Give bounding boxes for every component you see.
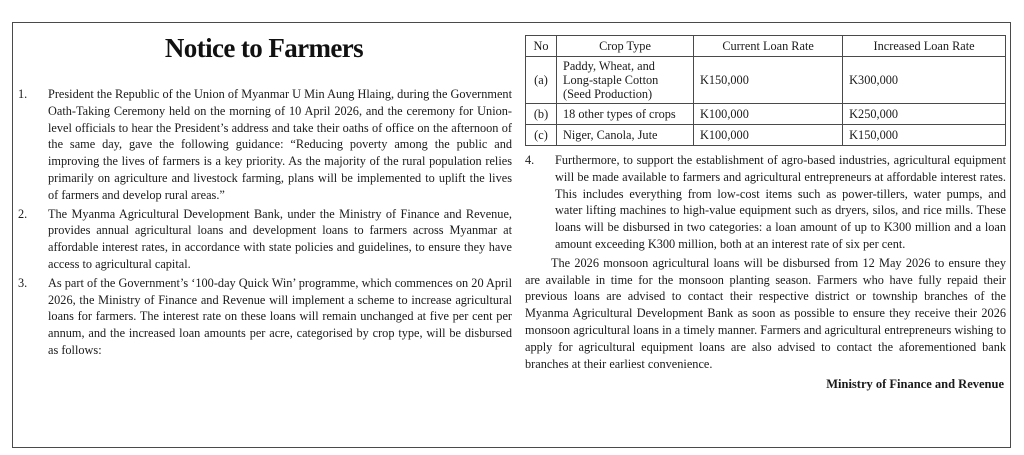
table-row [526, 125, 1006, 146]
cell-no: (b) [526, 104, 557, 125]
cell-current-loan-rate: K150,000 [694, 57, 843, 104]
closing-paragraph: The 2026 monsoon agricultural loans will be disbursed from 12 May 2026 to ensure they are available in time for the monsoon planting season. Farmers who have fully repaid their previous loans are advised to contact their respective district or township branches of the Myanma Agricultural Development Bank as soon as possible to ensure they receive their 2026 monsoon agricultural loans in a timely manner. Farmers and agricultural entrepreneurs wishing to apply for agricultural equipment loans are also advised to contact the aforementioned bank branches at their earliest convenience. [525, 255, 1006, 371]
cell-increased-loan-rate: K250,000 [843, 104, 1006, 125]
paragraph-number: 2. [18, 206, 28, 221]
paragraph-number: 1. [18, 87, 28, 101]
table-header-row [526, 36, 1006, 57]
cell-current-loan-rate: K100,000 [694, 125, 843, 146]
ministry-signature: Ministry of Finance and Revenue [826, 377, 1004, 392]
cell-crop-type: 18 other types of crops [557, 104, 694, 125]
cell-increased-loan-rate: K300,000 [843, 57, 1006, 104]
right-column [525, 35, 1006, 392]
cell-crop-type: Paddy, Wheat, and Long-staple Cotton (Seed Production) [557, 57, 694, 104]
cell-no: (a) [526, 57, 557, 104]
paragraph-2 [18, 206, 512, 273]
cell-crop-type: Niger, Canola, Jute [557, 125, 694, 146]
notice-title: Notice to Farmers [164, 33, 364, 63]
cell-increased-loan-rate: K150,000 [843, 125, 1006, 146]
paragraph-3 [18, 275, 512, 359]
paragraph-number: 4. [525, 153, 535, 167]
paragraph-text: As part of the Government’s ‘100-day Quick Win’ programme, which commences on 20 April 2026, the Ministry of Finance and Revenue will implement a scheme to increase agricultural loans for farmers. The interest rate on these loans will remain unchanged at five per cent per annum, and the increased loan amounts per acre, categorised by crop type, will be disbursed as follows: [48, 275, 512, 357]
left-column [18, 86, 512, 361]
paragraph-text: President the Republic of the Union of Myanmar U Min Aung Hlaing, during the Government Oath-Taking Ceremony held on the morning of 10 April 2026, and the ceremony for Union-level officials to hear the President’s address and take their oaths of office on the afternoon of the same day, gave the following guidance: “Reducing poverty among the public and improving the lives of farmers is a key priority. As the majority of the rural population relies primarily on agriculture and livestock farming, plans will be implemented to uplift the lives of farmers and develop rural areas.” [48, 87, 512, 202]
header-increased-loan-rate: Increased Loan Rate [843, 36, 1006, 57]
header-current-loan-rate: Current Loan Rate [694, 36, 843, 57]
paragraph-1 [18, 86, 512, 204]
cell-no: (c) [526, 125, 557, 146]
table-row [526, 57, 1006, 104]
notice-frame [12, 22, 1011, 448]
loan-rate-table [525, 35, 1006, 146]
table-row [526, 104, 1006, 125]
paragraph-4 [525, 152, 1006, 253]
header-no: No [526, 36, 557, 57]
paragraph-text: Furthermore, to support the establishment of agro-based industries, agricultural equipment will be made available to farmers and agricultural entrepreneurs at affordable interest rates. This includes everything from low-cost items such as power-tillers, water pumps, and water lifting machines to high-value equipment such as dryers, silos, and rice mills. These loans will be disbursed in two categories: a loan amount of up to K300 million and a loan amount exceeding K300 million, both at an interest rate of six per cent. [555, 153, 1006, 251]
header-crop-type: Crop Type [557, 36, 694, 57]
cell-current-loan-rate: K100,000 [694, 104, 843, 125]
paragraph-number: 3. [18, 275, 28, 290]
paragraph-text: The Myanma Agricultural Development Bank, under the Ministry of Finance and Revenue, provides annual agricultural loans and development loans to farmers across Myanmar at affordable interest rates, in accordance with state policies and guidelines, to ensure they have access to agricultural capital. [48, 206, 512, 271]
